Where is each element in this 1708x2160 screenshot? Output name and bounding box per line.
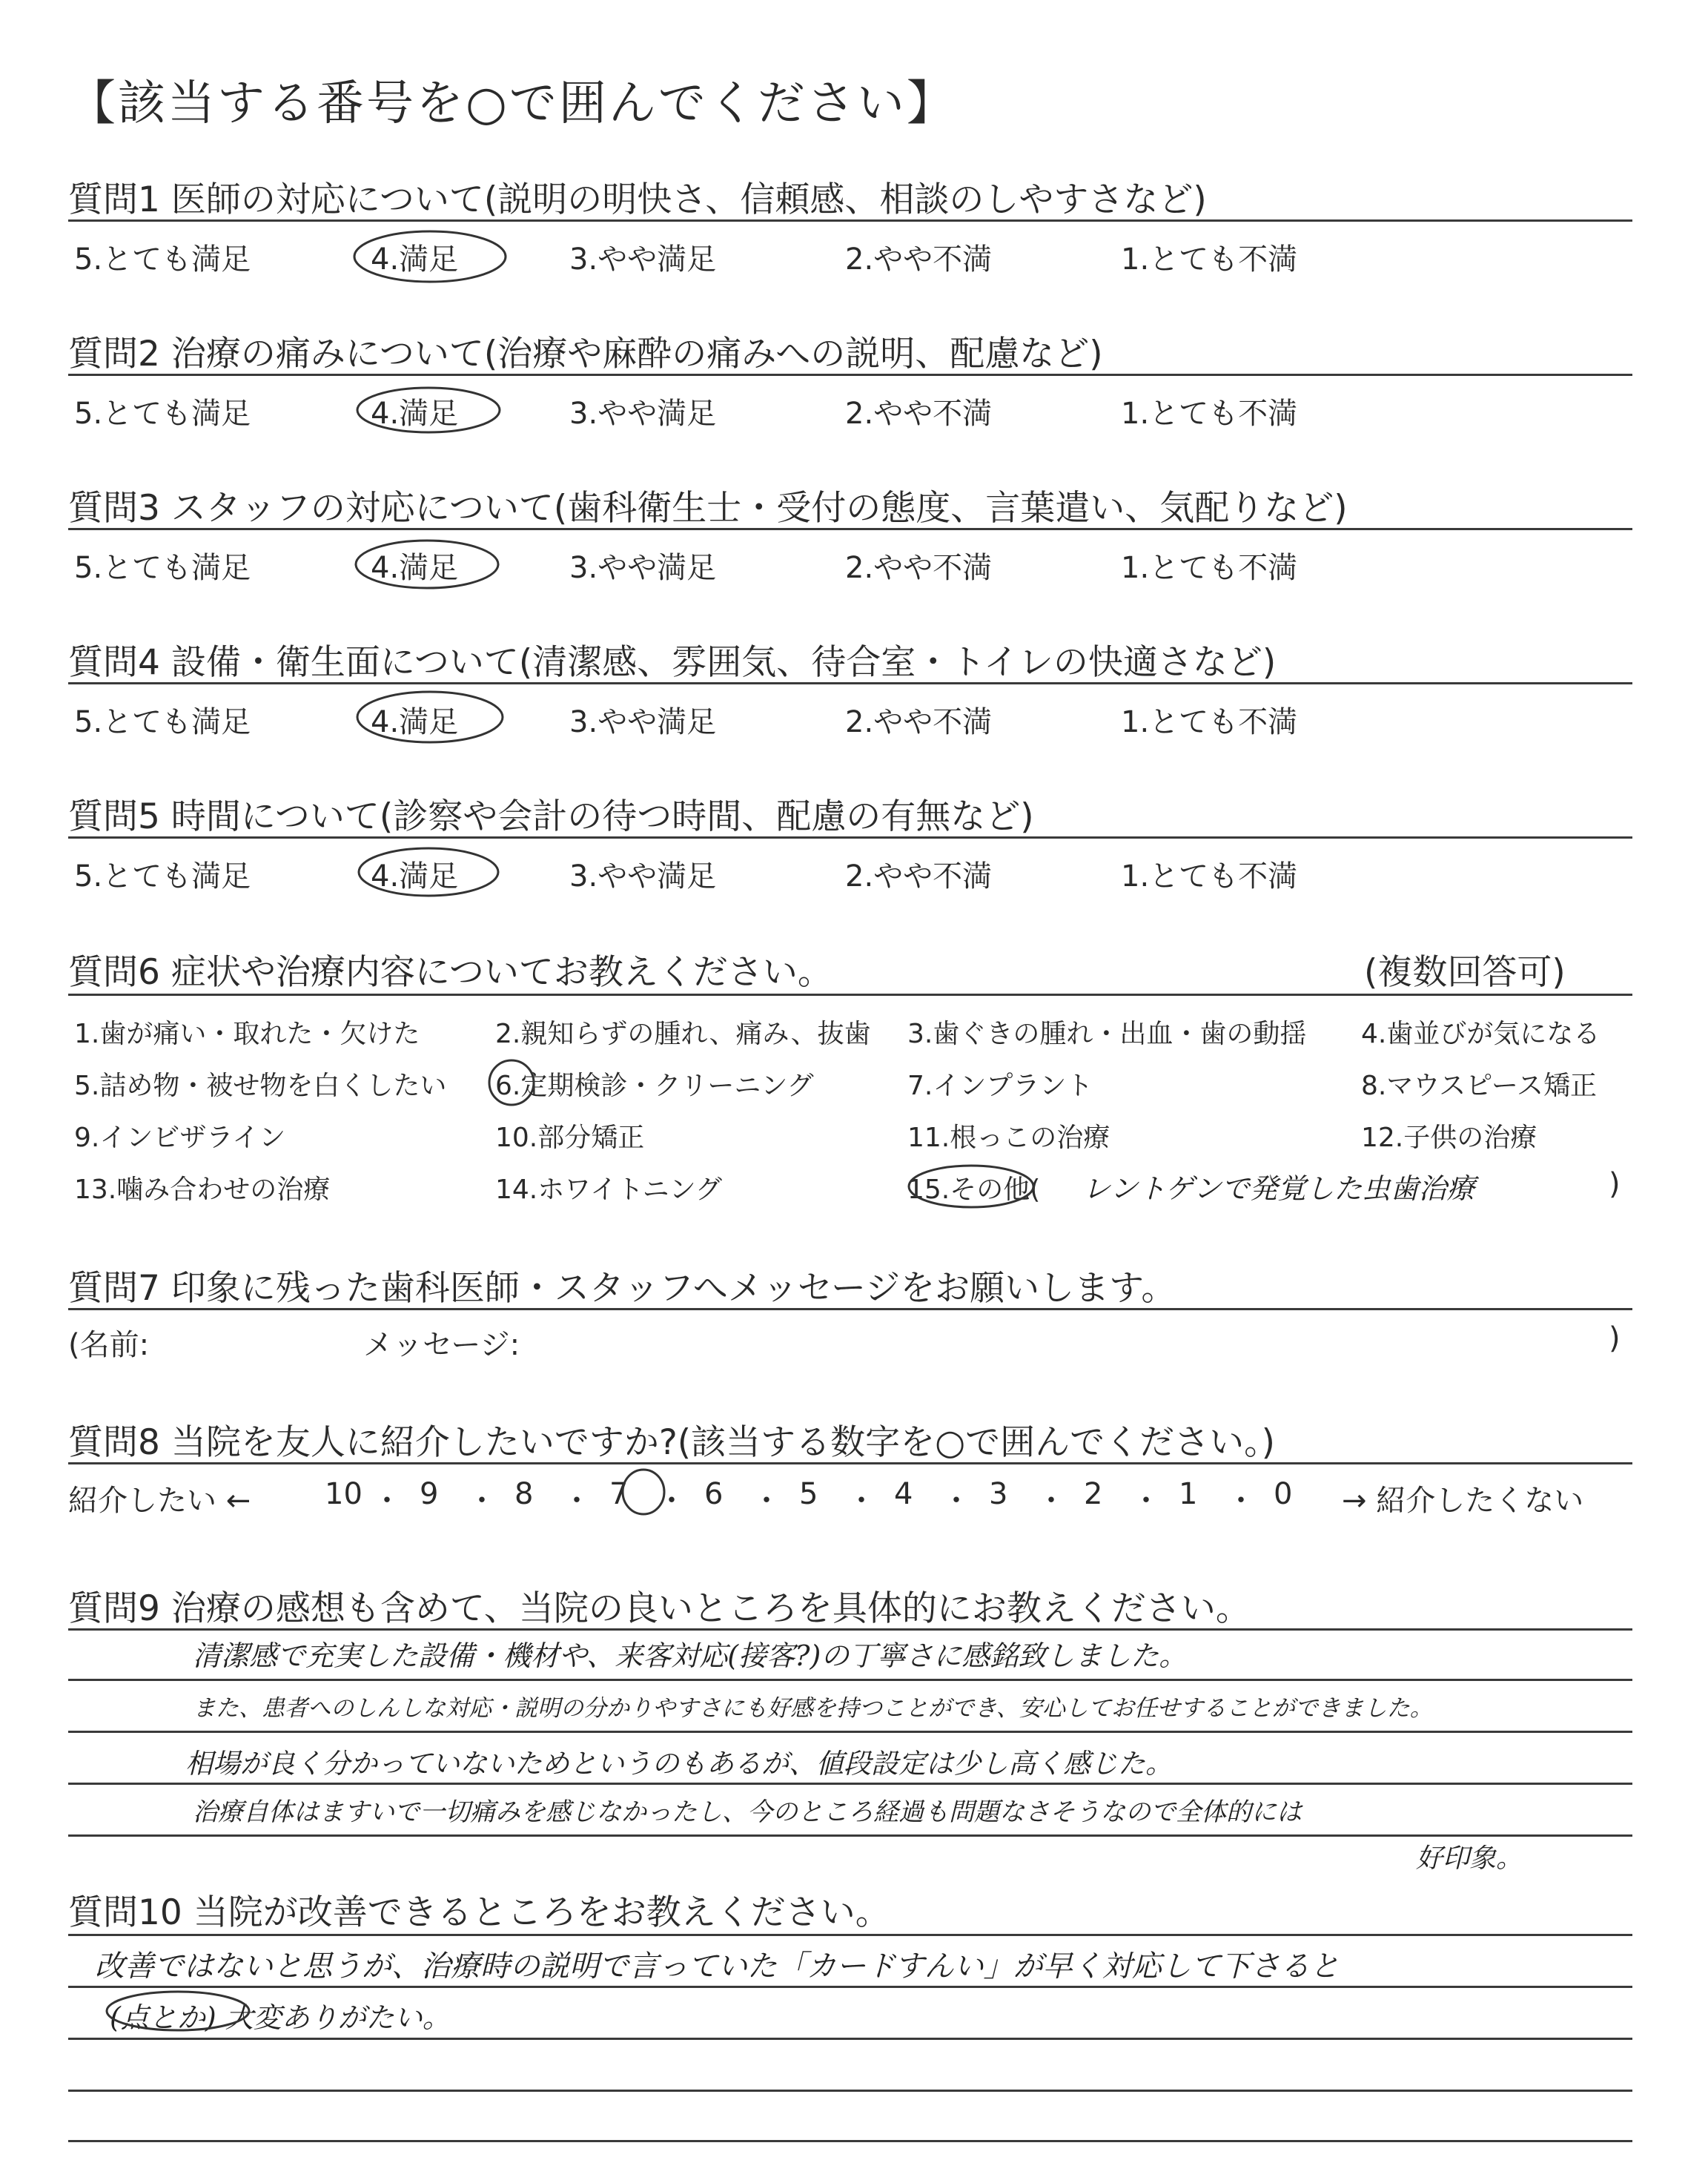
q6-option-10[interactable]: 10.部分矯正 — [495, 1123, 645, 1153]
q2-option-3[interactable]: 3.やや満足 — [569, 397, 717, 431]
q1-option-1[interactable]: 1.とても不満 — [1121, 242, 1298, 277]
question-10-rule-0 — [68, 1934, 1632, 1936]
question-9-rule-0 — [68, 1628, 1632, 1631]
scale-value-2[interactable]: 2 — [1084, 1477, 1103, 1511]
question-9-title: 質問9 治療の感想も含めて、当院の良いところを具体的にお教えください。 — [68, 1588, 1251, 1629]
q6-option-4[interactable]: 4.歯並びが気になる — [1361, 1019, 1601, 1049]
q10-answer-line-2: (点とか) 大変ありがたい。 — [110, 2001, 451, 2034]
q2-option-4-selected[interactable]: 4.満足 — [371, 397, 459, 431]
scale-value-5[interactable]: 5 — [799, 1477, 818, 1511]
scale-separator-dot: ・ — [1226, 1484, 1256, 1518]
question-9-rule-1 — [68, 1679, 1632, 1681]
q3-option-5[interactable]: 5.とても満足 — [74, 551, 251, 585]
scale-separator-dot: ・ — [467, 1484, 497, 1518]
question-3-title: 質問3 スタッフの対応について(歯科衛生士・受付の態度、言葉遣い、気配りなど) — [68, 488, 1348, 529]
q3-option-3[interactable]: 3.やや満足 — [569, 551, 717, 585]
recommend-label: 紹介したい ← — [68, 1484, 251, 1518]
scale-separator-dot: ・ — [1036, 1484, 1066, 1518]
question-6-title: 質問6 症状や治療内容についてお教えください。 — [68, 952, 833, 993]
q9-answer-line-5: 好印象。 — [1416, 1843, 1523, 1874]
q9-answer-line-2: また、患者へのしんしな対応・説明の分かりやすさにも好感を持つことができ、安心してお任せすることができました。 — [193, 1695, 1433, 1722]
q3-option-4-selected[interactable]: 4.満足 — [371, 551, 459, 585]
q6-option-15-selected[interactable]: 15.その他( — [907, 1175, 1041, 1205]
name-label: (名前: — [68, 1328, 150, 1362]
question-10-rule-1 — [68, 1986, 1632, 1988]
question-6-rule — [68, 994, 1632, 996]
q6-option-3[interactable]: 3.歯ぐきの腫れ・出血・歯の動揺 — [907, 1019, 1307, 1049]
q3-option-2[interactable]: 2.やや不満 — [845, 551, 993, 585]
question-7-title: 質問7 印象に残った歯科医師・スタッフへメッセージをお願いします。 — [68, 1268, 1176, 1309]
q9-answer-line-4: 治療自体はますいで一切痛みを感じなかったし、今のところ経過も問題なさそうなので全体的には — [193, 1797, 1302, 1827]
scale-separator-dot: ・ — [562, 1484, 592, 1518]
q9-answer-line-3: 相場が良く分かっていないためというのもあるが、値段設定は少し高く感じた。 — [185, 1748, 1173, 1780]
question-1-title: 質問1 医師の対応について(説明の明快さ、信頼感、相談のしやすさなど) — [68, 179, 1207, 220]
question-5-rule — [68, 836, 1632, 839]
q6-option-5[interactable]: 5.詰め物・被せ物を白くしたい — [74, 1071, 447, 1101]
question-3-rule — [68, 528, 1632, 530]
question-10-rule-4 — [68, 2140, 1632, 2142]
question-8-title: 質問8 当院を友人に紹介したいですか?(該当する数字を○で囲んでください。) — [68, 1422, 1275, 1463]
q6-option-9[interactable]: 9.インビザライン — [74, 1123, 286, 1153]
q6-option-8[interactable]: 8.マウスピース矯正 — [1361, 1071, 1598, 1101]
question-9-rule-3 — [68, 1783, 1632, 1785]
scale-separator-dot: ・ — [372, 1484, 402, 1518]
q6-option-7[interactable]: 7.インプラント — [907, 1071, 1093, 1101]
scale-value-4[interactable]: 4 — [894, 1477, 913, 1511]
q6-option-6-selected[interactable]: 6.定期検診・クリーニング — [495, 1071, 814, 1101]
question-9-rule-2 — [68, 1731, 1632, 1733]
scale-separator-dot: ・ — [847, 1484, 876, 1518]
q5-option-5[interactable]: 5.とても満足 — [74, 859, 251, 894]
q2-option-5[interactable]: 5.とても満足 — [74, 397, 251, 431]
scale-value-3[interactable]: 3 — [989, 1477, 1008, 1511]
scale-value-0[interactable]: 0 — [1274, 1477, 1293, 1511]
q6-option-14[interactable]: 14.ホワイトニング — [495, 1175, 723, 1205]
q4-option-1[interactable]: 1.とても不満 — [1121, 705, 1298, 739]
instruction-heading: 【該当する番号を○で囲んでください】 — [68, 76, 956, 131]
q1-option-5[interactable]: 5.とても満足 — [74, 242, 251, 277]
question-2-title: 質問2 治療の痛みについて(治療や麻酔の痛みへの説明、配慮など) — [68, 334, 1103, 374]
question-7-rule — [68, 1308, 1632, 1310]
q2-option-2[interactable]: 2.やや不満 — [845, 397, 993, 431]
q10-answer-line-1: 改善ではないと思うが、治療時の説明で言っていた「カードすんい」が早く対応して下さると — [95, 1949, 1340, 1984]
q6-option-13[interactable]: 13.噛み合わせの治療 — [74, 1175, 331, 1205]
q6-option-2[interactable]: 2.親知らずの腫れ、痛み、抜歯 — [495, 1019, 871, 1049]
scale-separator-dot: ・ — [752, 1484, 781, 1518]
q5-option-4-selected[interactable]: 4.満足 — [371, 859, 459, 894]
q4-option-3[interactable]: 3.やや満足 — [569, 705, 717, 739]
question-10-title: 質問10 当院が改善できるところをお教えください。 — [68, 1892, 890, 1933]
scale-value-1[interactable]: 1 — [1179, 1477, 1198, 1511]
scale-value-7[interactable]: 7 — [609, 1477, 629, 1511]
q4-option-4-selected[interactable]: 4.満足 — [371, 705, 459, 739]
q5-option-3[interactable]: 3.やや満足 — [569, 859, 717, 894]
q4-option-2[interactable]: 2.やや不満 — [845, 705, 993, 739]
q1-option-4-selected[interactable]: 4.満足 — [371, 242, 459, 277]
q2-option-1[interactable]: 1.とても不満 — [1121, 397, 1298, 431]
q6-other-handwritten: レントゲンで発覚した虫歯治療 — [1082, 1172, 1475, 1205]
q3-option-1[interactable]: 1.とても不満 — [1121, 551, 1298, 585]
not-recommend-label: → 紹介したくない — [1342, 1484, 1584, 1518]
q9-answer-line-1: 清潔感で充実した設備・機材や、来客対応(接客?)の丁寧さに感銘致しました。 — [193, 1639, 1188, 1672]
scale-value-8[interactable]: 8 — [514, 1477, 534, 1511]
question-4-title: 質問4 設備・衛生面について(清潔感、雰囲気、待合室・トイレの快適さなど) — [68, 642, 1277, 683]
scale-value-9[interactable]: 9 — [420, 1477, 439, 1511]
q7-close-paren: ) — [1609, 1321, 1621, 1355]
scale-separator-dot: ・ — [1131, 1484, 1161, 1518]
scale-separator-dot: ・ — [941, 1484, 971, 1518]
q6-other-close-paren: ) — [1609, 1167, 1621, 1201]
question-9-rule-4 — [68, 1834, 1632, 1837]
q1-option-2[interactable]: 2.やや不満 — [845, 242, 993, 277]
multiple-answers-note: (複数回答可) — [1364, 952, 1566, 993]
q5-option-1[interactable]: 1.とても不満 — [1121, 859, 1298, 894]
scale-value-10[interactable]: 10 — [325, 1477, 363, 1511]
question-2-rule — [68, 374, 1632, 376]
question-10-rule-3 — [68, 2090, 1632, 2092]
q5-option-2[interactable]: 2.やや不満 — [845, 859, 993, 894]
question-10-rule-2 — [68, 2038, 1632, 2040]
q6-option-12[interactable]: 12.子供の治療 — [1361, 1123, 1537, 1153]
q1-option-3[interactable]: 3.やや満足 — [569, 242, 717, 277]
question-8-rule — [68, 1462, 1632, 1464]
message-label: メッセージ: — [363, 1328, 520, 1362]
scale-separator-dot: ・ — [657, 1484, 686, 1518]
scale-value-6[interactable]: 6 — [704, 1477, 724, 1511]
q6-option-11[interactable]: 11.根っこの治療 — [907, 1123, 1110, 1153]
q4-option-5[interactable]: 5.とても満足 — [74, 705, 251, 739]
question-4-rule — [68, 682, 1632, 684]
q6-option-1[interactable]: 1.歯が痛い・取れた・欠けた — [74, 1019, 420, 1049]
question-1-rule — [68, 219, 1632, 222]
question-5-title: 質問5 時間について(診察や会計の待つ時間、配慮の有無など) — [68, 796, 1034, 837]
